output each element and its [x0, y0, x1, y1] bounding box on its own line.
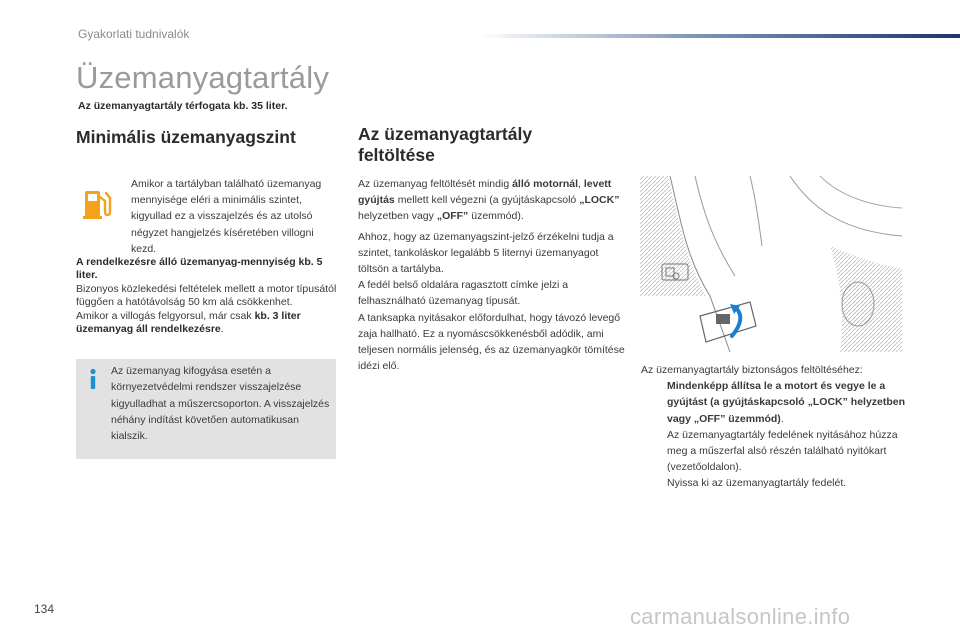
safety-step [641, 475, 911, 491]
p1-bold-ignition: levett gyújtás [358, 178, 612, 207]
watermark: carmanualsonline.info [630, 604, 851, 629]
p1-bold-off: „OFF” [436, 210, 469, 223]
safety-step [641, 427, 911, 476]
info-text: Az üzemanyag kifogyása esetén a környezetvédelmi rendszer visszajelzése kigyulladhat a műszercsoporton. A visszajelzés néhány indítást követően automatikusan kialszik. [111, 365, 330, 443]
refuel-paragraph-4: A tanksapka nyitásakor előfordulhat, hogy távozó levegő zaja hallható. Ez a nyomáscsökkenésből adódik, ami teljesen normális jelenség, és az üzemanyagkör tömítése idézi elő. [358, 311, 625, 373]
heading-minimum-fuel: Minimális üzemanyagszint [76, 127, 296, 147]
page-title: Üzemanyagtartály [76, 60, 330, 95]
range-note: Bizonyos közlekedési feltételek mellett a motor típusától függően a hatótávolság 50 km alá csökkenhet. [76, 282, 337, 309]
reserve-block [76, 256, 342, 336]
blink-amount: kb. 3 liter üzemanyag áll rendelkezésre [76, 309, 301, 336]
p1-part-4: üzemmód). [471, 210, 524, 223]
p1-part-2: mellett kell végezni (a gyújtáskapcsoló [397, 194, 577, 207]
fuel-pump-icon [82, 185, 112, 221]
step-3-text: Nyissa ki az üzemanyagtartály fedelét. [667, 477, 847, 490]
p1-comma: , [578, 178, 581, 190]
page-number: 134 [34, 602, 55, 616]
section-label: Gyakorlati tudnivalók [78, 27, 190, 41]
step-2-text: Az üzemanyagtartály fedelének nyitásához húzza meg a műszerfal alsó részén található nyitókart (vezetőoldalon). [667, 428, 898, 474]
refuel-paragraph-3: A fedél belső oldalára ragasztott címke jelzi a felhasználható üzemanyag típusát. [358, 279, 569, 308]
p1-bold-engine: álló motornál [512, 178, 579, 190]
blink-end: . [220, 323, 224, 336]
low-level-description: Amikor a tartályban található üzemanyag mennyisége eléri a minimális szintet, kigyullad ez a visszajelzés és az utolsó négyzet hangjelzés kíséretében villogni kezd. [131, 178, 322, 255]
safety-instructions [641, 362, 911, 492]
header-gradient-bar [478, 34, 960, 38]
info-icon [86, 368, 100, 390]
blink-note: Amikor a villogás felgyorsul, már csak [76, 309, 252, 322]
intro-capacity: Az üzemanyagtartály térfogata kb. 35 liter. [78, 100, 288, 112]
step-1-end: . [780, 412, 784, 425]
p1-part-3: helyzetben vagy [358, 210, 434, 223]
heading-refuelling: Az üzemanyagtartály feltöltése [358, 124, 533, 165]
refuelling-text [358, 176, 628, 374]
reserve-amount: A rendelkezésre álló üzemanyag-mennyiség kb. 5 liter. [76, 256, 323, 282]
safety-steps [641, 378, 911, 491]
fuel-flap-release-photo [640, 176, 902, 352]
p1-bold-lock: „LOCK” [579, 194, 620, 207]
refuel-paragraph-1 [358, 176, 628, 225]
refuel-paragraph-2: Ahhoz, hogy az üzemanyagszint-jelző érzékelni tudja a szintet, tankoláskor legalább 5 liternyi üzemanyagot töltsön a tartályba. [358, 230, 614, 276]
step-1-text: Mindenképp állítsa le a motort és vegye le a gyújtást (a gyújtáskapcsoló „LOCK” helyzetben vagy „OFF” üzemmód) [667, 380, 906, 425]
safety-lead: Az üzemanyagtartály biztonságos feltöltéséhez: [641, 364, 863, 376]
safety-step [641, 378, 911, 427]
p1-part: Az üzemanyag feltöltését mindig [358, 178, 510, 190]
